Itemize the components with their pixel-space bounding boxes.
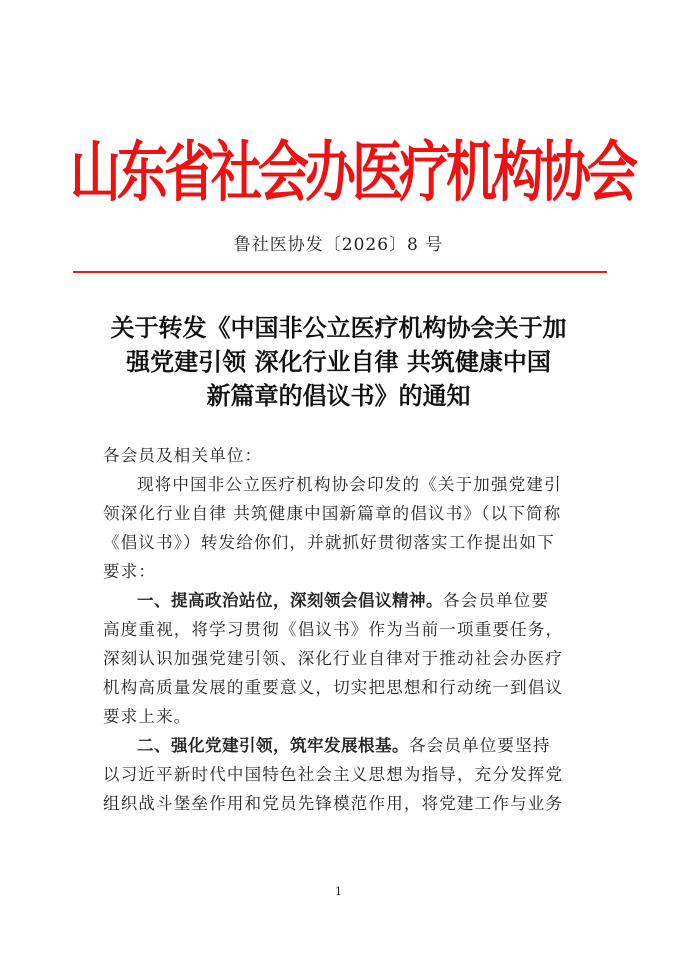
section-2-text: 各会员单位要坚持: [409, 736, 551, 755]
document-body: [103, 441, 593, 818]
document-number: 鲁社医协发〔2026〕8 号: [233, 235, 444, 255]
section-1-line: 高度重视，将学习贯彻《倡议书》作为当前一项重要任务，: [103, 620, 564, 639]
section-2-line: 以习近平新时代中国特色社会主义思想为指导，充分发挥党: [103, 765, 564, 784]
section-1-text: 各会员单位要: [443, 591, 550, 610]
red-divider-rule: [73, 271, 607, 273]
intro-line: 现将中国非公立医疗机构协会印发的《关于加强党建引: [137, 475, 562, 494]
intro-line: 《倡议书》）转发给你们，并就抓好贯彻落实工作提出如下: [103, 533, 555, 552]
salutation: 各会员及相关单位：: [103, 446, 263, 465]
document-title: [80, 311, 597, 413]
section-1-line: 深刻认识加强党建引领、深化行业自律对于推动社会办医疗: [103, 649, 564, 668]
section-2-line: 组织战斗堡垒作用和党员先锋模范作用，将党建工作与业务: [103, 794, 564, 813]
title-line: 新篇章的倡议书》的通知: [206, 382, 471, 410]
section-2-first-line: [103, 731, 593, 760]
organization-header: 山东省社会办医疗机构协会: [70, 134, 635, 212]
section-1-heading: 一、提高政治站位，深刻领会倡议精神。: [137, 591, 443, 610]
title-line: 强党建引领 深化行业自律 共筑健康中国: [126, 348, 551, 376]
title-line: 关于转发《中国非公立医疗机构协会关于加: [110, 314, 567, 342]
section-1-first-line: [103, 586, 593, 615]
section-1-line: 要求上来。: [103, 707, 192, 726]
intro-line: 领深化行业自律 共筑健康中国新篇章的倡议书》（以下简称: [103, 504, 562, 523]
section-1-line: 机构高质量发展的重要意义，切实把思想和行动统一到倡议: [103, 678, 564, 697]
intro-line: 要求：: [103, 562, 157, 581]
section-2-heading: 二、强化党建引领，筑牢发展根基。: [137, 736, 409, 755]
page-number: 1: [335, 885, 342, 898]
